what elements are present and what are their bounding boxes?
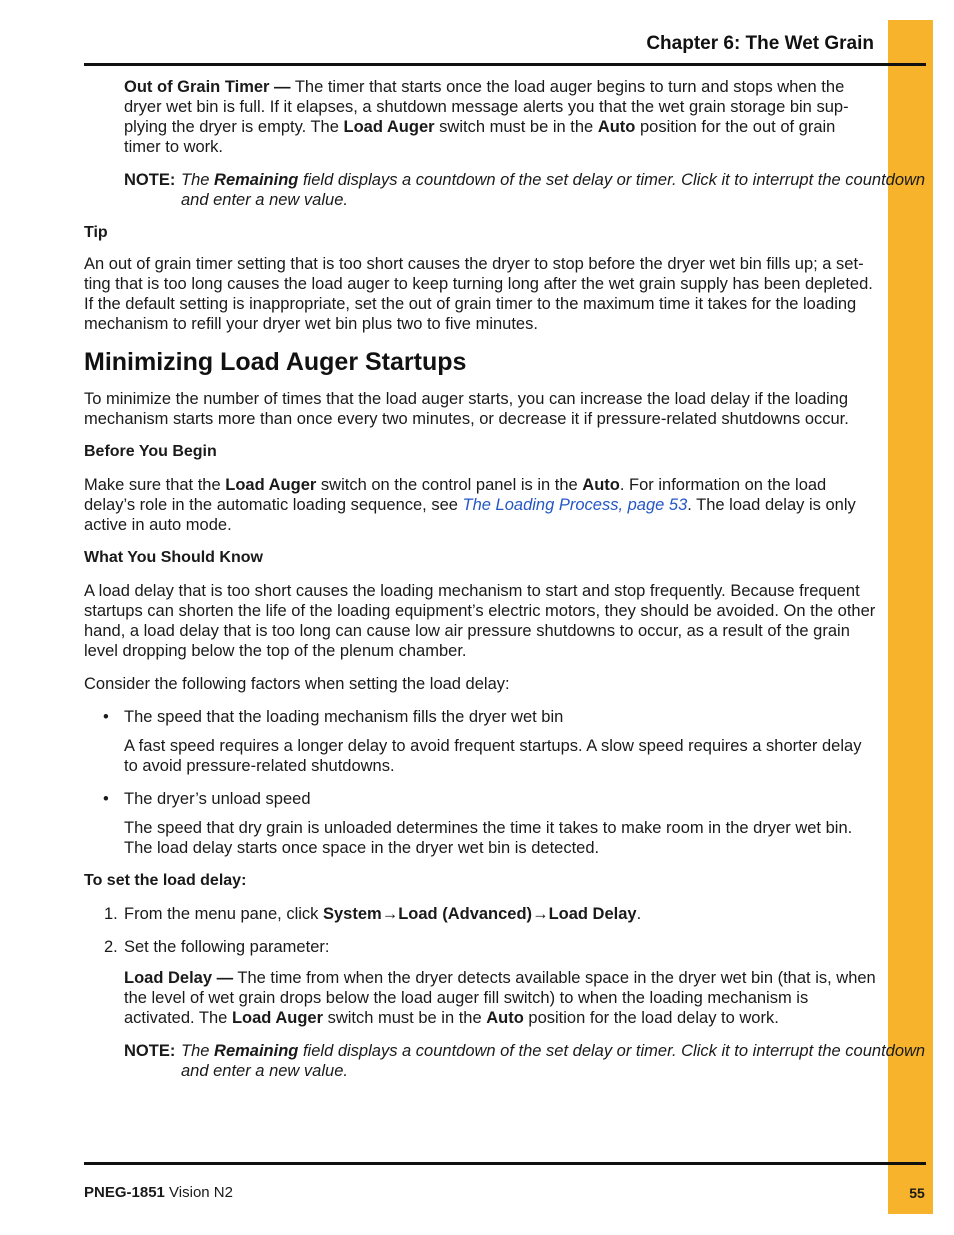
- consider-factors-text: Consider the following factors when setting the load delay:: [84, 675, 510, 693]
- before-you-begin-heading: Before You Begin: [84, 443, 217, 460]
- before-you-begin-text: Make sure that the Load Auger switch on the control panel is in the Auto. For information on the load delay’s role in the automatic loading sequence, see The Loading Process, page 53. The load delay is only active in auto mode.: [84, 476, 856, 534]
- bullet-item-unload-speed: The dryer’s unload speed: [124, 790, 311, 808]
- term: Out of Grain Timer —: [124, 78, 291, 96]
- bullet-item-fill-speed: The speed that the loading mechanism fills the dryer wet bin: [124, 708, 564, 726]
- note-remaining-field: NOTE: The Remaining field displays a countdown of the set delay or timer. Click it to interrupt the countdown and enter a new value.: [124, 1042, 926, 1080]
- step-number: 2.: [104, 938, 118, 956]
- arrow-right-icon: →: [381, 905, 399, 923]
- bullet-icon: •: [103, 708, 109, 726]
- procedure-heading: To set the load delay:: [84, 872, 247, 889]
- header-rule: [84, 63, 926, 66]
- footer-rule: [84, 1162, 926, 1165]
- load-delay-definition: Load Delay — The time from when the dryer detects available space in the dryer wet bin (that is, when the level of wet grain drops below the load auger fill switch) to when the loading mechanism is activated. The Load Auger switch must be in the Auto position for the load delay to work.: [124, 969, 876, 1027]
- page-number: 55: [909, 1185, 925, 1201]
- step-number: 1.: [104, 905, 118, 923]
- bullet-detail-fill-speed: A fast speed requires a longer delay to avoid frequent startups. A slow speed requires a shorter delay to avoid pressure-related shutdowns.: [124, 737, 862, 775]
- menu-path-load-advanced: Load (Advanced): [398, 905, 533, 923]
- step-2-text: Set the following parameter:: [124, 938, 330, 956]
- menu-path-load-delay: Load Delay: [548, 905, 637, 923]
- loading-process-link[interactable]: The Loading Process, page 53: [462, 496, 688, 514]
- what-you-should-know-heading: What You Should Know: [84, 549, 263, 566]
- note-label: NOTE:: [124, 1042, 176, 1060]
- note-remaining-field: NOTE: The Remaining field displays a countdown of the set delay or timer. Click it to interrupt the countdown and enter a new value.: [124, 171, 926, 209]
- bullet-icon: •: [103, 790, 109, 808]
- chapter-title: Chapter 6: The Wet Grain: [646, 33, 874, 54]
- section-title: Minimizing Load Auger Startups: [84, 348, 467, 376]
- tip-text: An out of grain timer setting that is too short causes the dryer to stop before the dryer wet bin fills up; a setting that is too long causes the load auger to keep turning long after the wet grain supply has been depleted. If the default setting is inappropriate, set the out of grain timer to the maximum time it takes for the loading mechanism to refill your dryer wet bin plus two to five minutes.: [84, 255, 873, 333]
- what-you-should-know-text: A load delay that is too short causes the loading mechanism to start and stop frequently. Because frequent startups can shorten the life of the loading equipment’s electric motors, they should be avoided. On the other hand, a load delay that is too long can cause low air pressure shutdowns to occur, as a result of the grain level dropping below the top of the plenum chamber.: [84, 582, 876, 660]
- note-label: NOTE:: [124, 171, 176, 189]
- section-intro: To minimize the number of times that the load auger starts, you can increase the load delay if the loading mechanism starts more than once every two minutes, or decrease it if pressure-related shutdowns occur.: [84, 390, 849, 428]
- out-of-grain-timer-definition: Out of Grain Timer — The timer that starts once the load auger begins to turn and stops when the dryer wet bin is full. If it elapses, a shutdown message alerts you that the wet grain storage bin supplying the dryer is empty. The Load Auger switch must be in the Auto position for the out of grain timer to work.: [124, 78, 849, 156]
- arrow-right-icon: →: [532, 905, 549, 923]
- tip-heading: Tip: [84, 224, 108, 241]
- footer-document-id: PNEG-1851 Vision N2: [84, 1184, 233, 1201]
- term: Load Delay —: [124, 969, 234, 987]
- step-1-text: From the menu pane, click System→Load (Advanced)→Load Delay.: [124, 905, 642, 923]
- menu-path-system: System: [323, 905, 382, 923]
- bullet-detail-unload-speed: The speed that dry grain is unloaded determines the time it takes to make room in the dryer wet bin. The load delay starts once space in the dryer wet bin is detected.: [124, 819, 853, 857]
